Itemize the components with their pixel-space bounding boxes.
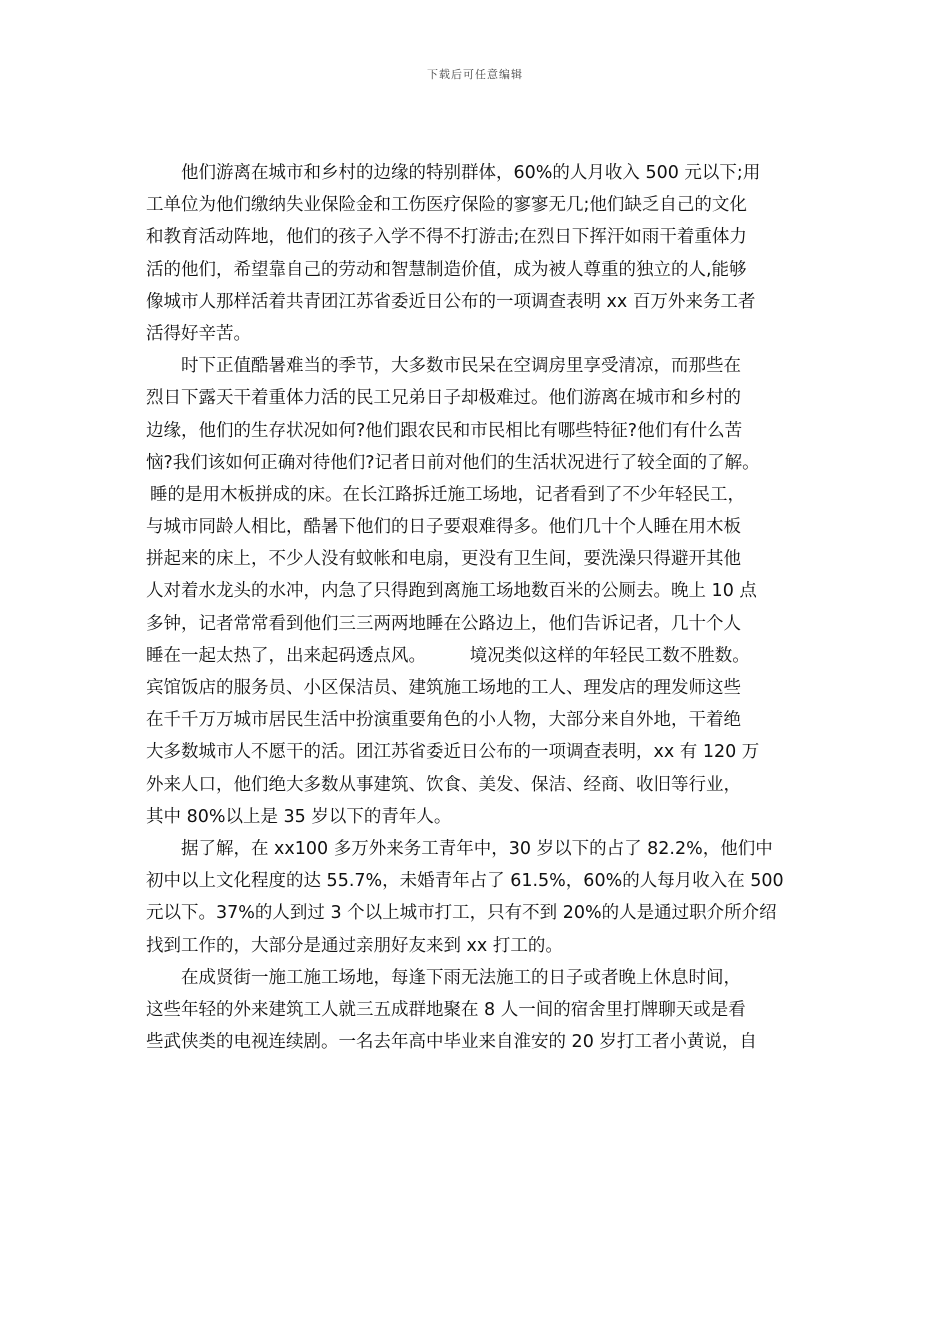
text-line: 活的他们，希望靠自己的劳动和智慧制造价值，成为被人尊重的独立的人,能够 — [146, 259, 747, 280]
text-line: 些武侠类的电视连续剧。一名去年高中毕业来自淮安的 20 岁打工者小黄说，自 — [146, 1032, 757, 1053]
text-line: 外来人口，他们绝大多数从事建筑、饮食、美发、保洁、经商、收旧等行业， — [146, 774, 741, 795]
text-line: 找到工作的，大部分是通过亲朋好友来到 xx 打工的。 — [146, 935, 563, 956]
text-line: 宾馆饭店的服务员、小区保洁员、建筑施工场地的工人、理发店的理发师这些 — [146, 678, 741, 698]
text-line: 其中 80%以上是 35 岁以下的青年人。 — [146, 806, 452, 827]
text-line: 像城市人那样活着共青团江苏省委近日公布的一项调查表明 xx 百万外来务工者 — [146, 291, 756, 312]
text-line: 睡的是用木板拼成的床。在长江路拆迁施工场地，记者看到了不少年轻民工， — [150, 484, 745, 505]
text-line: 与城市同龄人相比，酷暑下他们的日子要艰难得多。他们几十个人睡在用木板 — [146, 517, 741, 538]
text-line: 边缘，他们的生存状况如何?他们跟农民和市民相比有哪些特征?他们有什么苦 — [146, 420, 743, 441]
text-line: 这些年轻的外来建筑工人就三五成群地聚在 8 人一间的宿舍里打牌聊天或是看 — [146, 999, 746, 1020]
text-line: 和教育活动阵地，他们的孩子入学不得不打游击;在烈日下挥汗如雨干着重体力 — [146, 227, 747, 248]
text-line: 工单位为他们缴纳失业保险金和工伤医疗保险的寥寥无几;他们缺乏自己的文化 — [146, 195, 747, 216]
text-line: 初中以上文化程度的达 55.7%，未婚青年占了 61.5%，60%的人每月收入在 500 — [146, 871, 784, 892]
text-line: 活得好辛苦。 — [146, 323, 251, 344]
text-line: 时下正值酷暑难当的季节，大多数市民呆在空调房里享受清凉，而那些在 — [181, 356, 741, 377]
text-line: 他们游离在城市和乡村的边缘的特别群体，60%的人月收入 500 元以下;用 — [181, 163, 761, 183]
text-line: 元以下。37%的人到过 3 个以上城市打工，只有不到 20%的人是通过职介所介绍 — [146, 903, 777, 924]
text-line: 多钟，记者常常看到他们三三两两地睡在公路边上，他们告诉记者，几十个人 — [146, 613, 741, 634]
text-line: 烈日下露天干着重体力活的民工兄弟日子却极难过。他们游离在城市和乡村的 — [146, 388, 741, 409]
text-line: 在成贤街一施工施工场地，每逢下雨无法施工的日子或者晚上休息时间， — [181, 967, 741, 988]
text-line: 在千千万万城市居民生活中扮演重要角色的小人物，大部分来自外地，干着绝 — [146, 710, 741, 731]
text-line: 大多数城市人不愿干的活。团江苏省委近日公布的一项调查表明，xx 有 120 万 — [146, 742, 760, 763]
page-header: 下载后可任意编辑 — [427, 68, 523, 81]
document-body — [146, 157, 808, 1058]
text-line: 恼?我们该如何正确对待他们?记者日前对他们的生活状况进行了较全面的了解。 — [146, 452, 760, 473]
text-line: 人对着水龙头的水冲，内急了只得跑到离施工场地数百米的公厕去。晚上 10 点 — [146, 581, 757, 602]
text-line: 据了解，在 xx100 多万外来务工青年中，30 岁以下的占了 82.2%，他们中 — [181, 838, 773, 859]
text-line: 拼起来的床上，不少人没有蚊帐和电扇，更没有卫生间，要洗澡只得避开其他 — [146, 549, 741, 570]
text-line: 睡在一起太热了，出来起码透点风。 境况类似这样的年轻民工数不胜数。 — [146, 645, 750, 666]
